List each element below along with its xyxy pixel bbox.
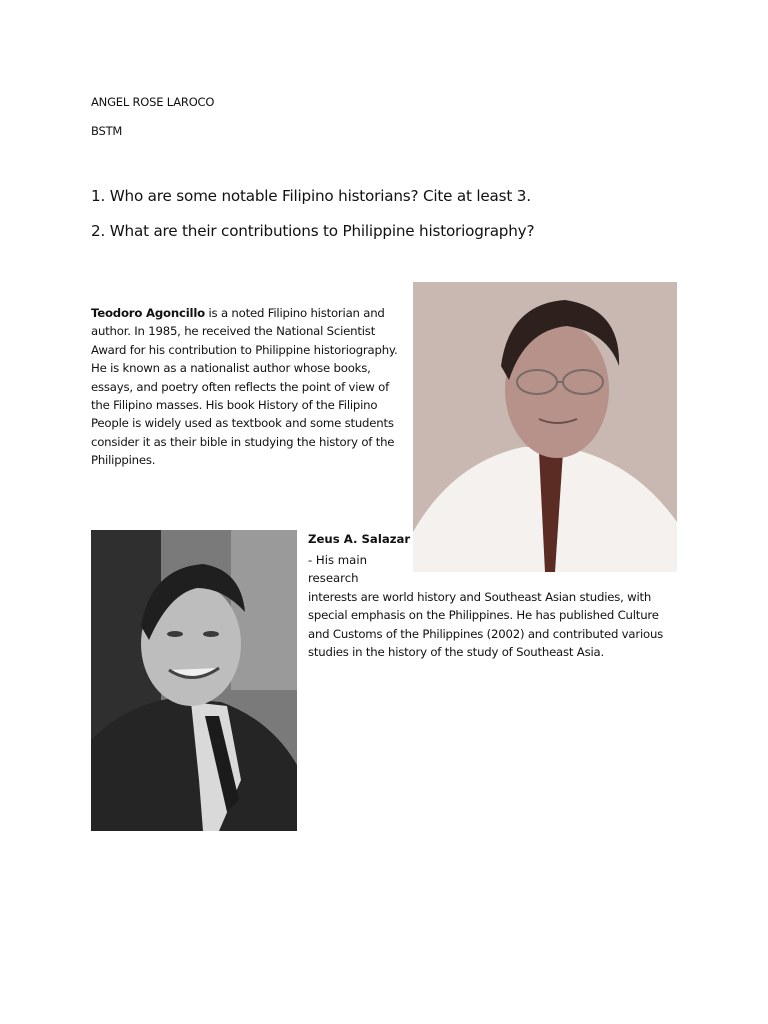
agoncillo-text: is a noted Filipino historian and author. In 1985, he received the National Scientist Award for his contribution to Philippine historiography. He is known as a nationalist author whose books, essays, and poetry often reflects the point of view of the Filipino masses. His book History of the Filipino People is widely used as textbook and some students consider it as their bible in studying the history of the Philippines. <box>91 306 398 468</box>
salazar-lead-line-2: research <box>308 571 359 586</box>
student-name: ANGEL ROSE LAROCO <box>91 95 215 109</box>
salazar-lead-line-1: - His main <box>308 553 367 567</box>
student-course: BSTM <box>91 124 123 138</box>
salazar-lead-lines <box>308 551 367 588</box>
salazar-portrait <box>91 530 297 831</box>
question-1: 1. Who are some notable Filipino historians? Cite at least 3. <box>91 187 531 205</box>
question-2: 2. What are their contributions to Philippine historiography? <box>91 222 535 240</box>
agoncillo-name: Teodoro Agoncillo <box>91 306 205 320</box>
agoncillo-paragraph <box>91 304 407 470</box>
salazar-name: Zeus A. Salazar <box>308 532 411 546</box>
agoncillo-portrait <box>413 282 677 572</box>
salazar-paragraph: interests are world history and Southeast Asian studies, with special emphasis on the Philippines. He has published Culture and Customs of the Philippines (2002) and contributed various studies in the history of the study of Southeast Asia. <box>308 590 664 660</box>
